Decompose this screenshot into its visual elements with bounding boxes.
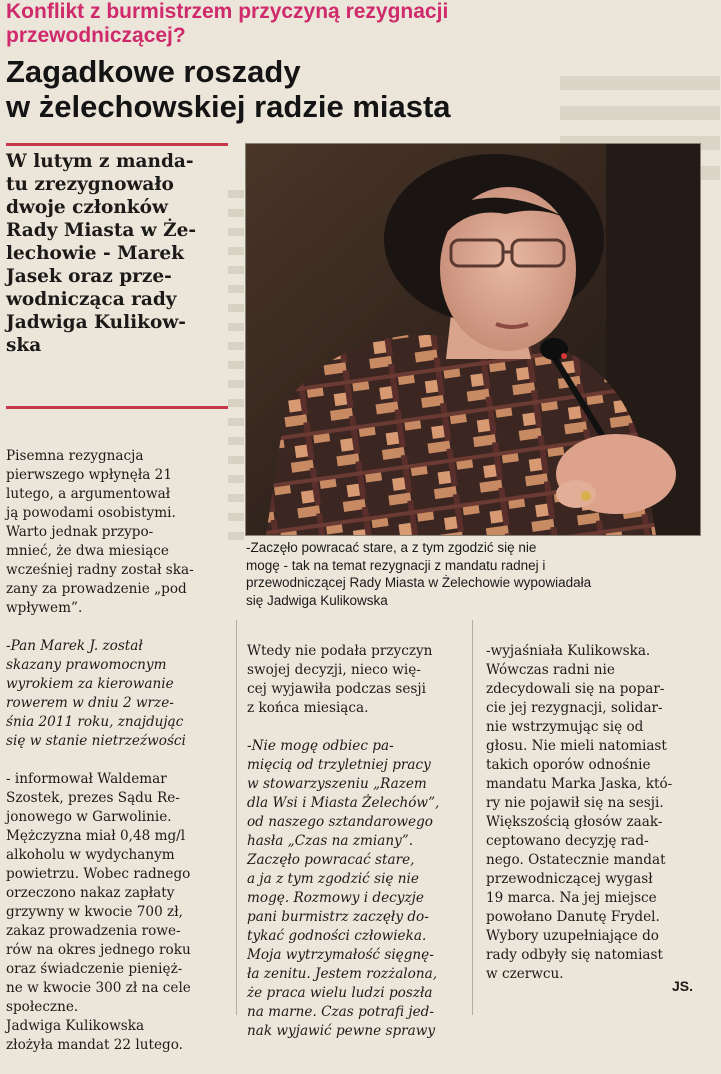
article-headline: Zagadkowe roszady w żelechowskiej radzie miasta: [6, 54, 451, 124]
column-2-quote: -Nie mogę odbiec pa- mięcią od trzyletniej pracy w stowarzyszeniu „Razem dla Wsi i Miasta Żelechów”, od naszego sztandarowego hasła „Czas na zmiany”. Zaczęło powracać stare, a ja z tym zgodzić się nie mogę. Rozmowy i decyzje pani burmistrz zaczęły do- tykać godności człowieka. Moja wytrzymałość sięgnę- ła zenitu. Jestem rozżalona, że praca wielu ludzi poszła na marne. Czas potrafi jed- nak wyjawić pewne sprawy: [247, 738, 440, 1039]
article-kicker: Konflikt z burmistrzem przyczyną rezygnacji przewodniczącej?: [6, 0, 449, 47]
author-signature: JS.: [672, 978, 694, 994]
column-3-paragraph: -wyjaśniała Kulikowska. Wówczas radni nie zdecydowali się na popar- cie jej rezygnacji, solidar- nie wstrzymując się od głosu. Nie mieli natomiast takich oporów odnośnie mandatu Marka Jaska, któ- ry nie pojawił się na sesji. Większością głosów zaak- ceptowano decyzję rad- nego. Ostatecznie mandat przewodniczącej wygasł 19 marca. Na jej miejsce powołano Danutę Frydel. Wybory uzupełniające do rady odbyły się natomiast w czerwcu.: [486, 643, 673, 982]
article-photo: [245, 143, 701, 536]
column-1-paragraph-1: Pisemna rezygnacja pierwszego wpłynęła 21 lutego, a argumentował ją powodami osobistymi. Warto jednak przypo- mnieć, że dwa miesiące wcześniej radny został ska- zany za prowadzenie „pod wpływem”.: [6, 448, 194, 616]
column-separator-1: [236, 620, 237, 1015]
photo-illustration: [246, 144, 700, 535]
body-column-1: [6, 428, 228, 1074]
photo-caption: -Zaczęło powracać stare, a z tym zgodzić się nie mogę - tak na temat rezygnacji z mandatu radnej i przewodniczącej Rady Miasta w Żelechowie wypowiadała się Jadwiga Kulikowska: [246, 540, 592, 608]
article-lead: W lutym z manda- tu zrezygnowało dwoje członków Rady Miasta w Że- lechowie - Marek Jasek oraz prze- wodnicząca rady Jadwiga Kulikow- ska: [6, 151, 197, 356]
lead-divider: [6, 406, 228, 409]
headline-divider: [6, 143, 228, 146]
bleed-through-texture-left: [228, 180, 244, 540]
column-1-paragraph-2: - informował Waldemar Szostek, prezes Sądu Re- jonowego w Garwolinie. Mężczyzna miał 0,48 mg/l alkoholu w wydychanym powietrzu. Wobec radnego orzeczono nakaz zapłaty grzywny w kwocie 700 zł, zakaz prowadzenia rowe- rów na okres jednego roku oraz świadczenie pienięż- ne w kwocie 300 zł na cele społeczne. Jadwiga Kulikowska złożyła mandat 22 lutego.: [6, 771, 191, 1053]
column-separator-2: [472, 620, 473, 1015]
column-2-paragraph-1: Wtedy nie podała przyczyn swojej decyzji, nieco wię- cej wyjawiła podczas sesji z końca miesiąca.: [247, 643, 433, 716]
column-1-quote: -Pan Marek J. został skazany prawomocnym wyrokiem za kierowanie rowerem w dniu 2 wrze- śnia 2011 roku, znajdując się w stanie nietrzeźwości: [6, 638, 186, 749]
body-column-2: [247, 623, 467, 1060]
body-column-3: [486, 623, 708, 1003]
